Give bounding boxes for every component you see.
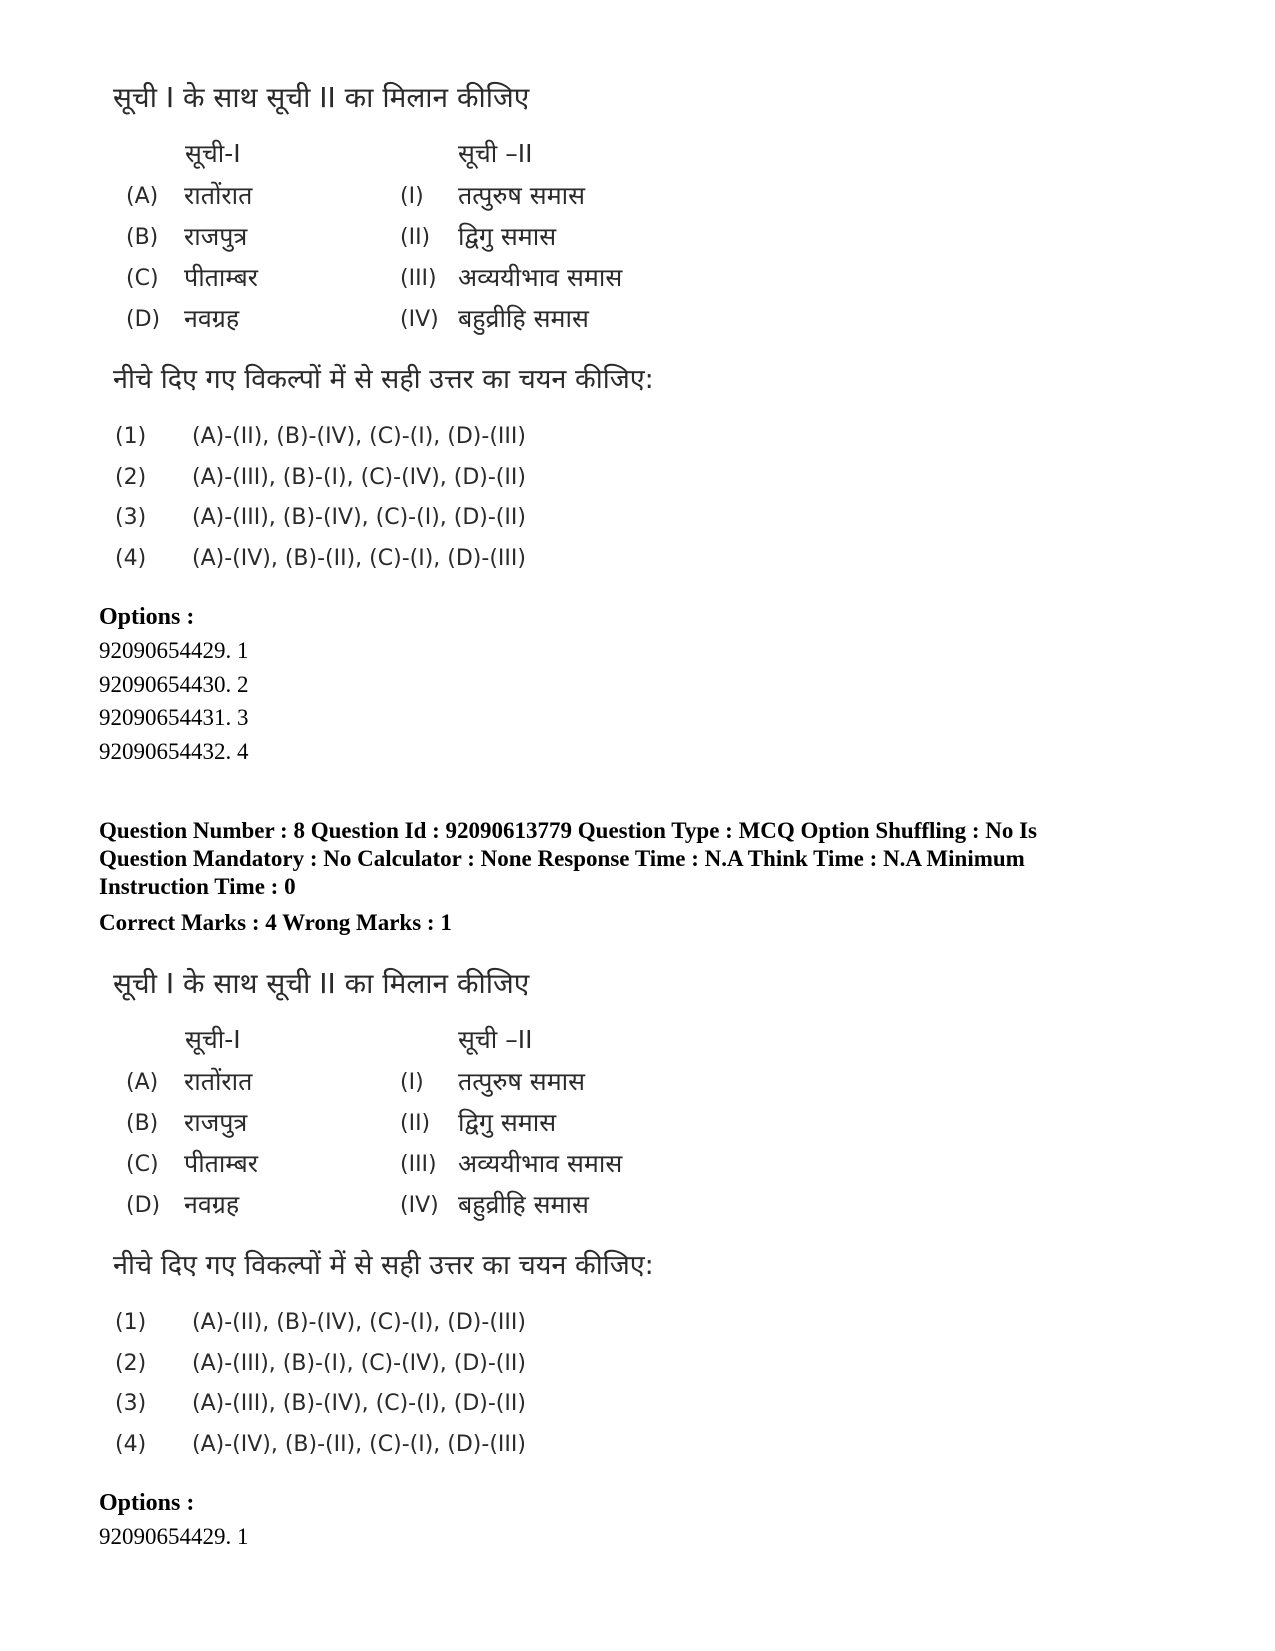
question-meta-line: Instruction Time : 0 bbox=[99, 874, 296, 899]
row-label: (C) bbox=[126, 1152, 159, 1177]
row-term: रातोंरात bbox=[184, 181, 253, 210]
choice-text: (A)-(IV), (B)-(II), (C)-(I), (D)-(III) bbox=[192, 546, 526, 571]
question-meta-line: Question Mandatory : No Calculator : None Response Time : N.A Think Time : N.A Minimum bbox=[99, 846, 1025, 871]
choice-number: (3) bbox=[115, 505, 147, 530]
choice-number: (1) bbox=[115, 1310, 147, 1335]
row-samas: बहुव्रीहि समास bbox=[458, 1190, 589, 1219]
list-2-header: सूची –II bbox=[458, 1025, 533, 1054]
option-id: 92090654430. 2 bbox=[99, 672, 249, 697]
instruction-text: नीचे दिए गए विकल्पों में से सही उत्तर का चयन कीजिए: bbox=[113, 364, 654, 395]
row-label: (D) bbox=[126, 307, 161, 332]
choice-text: (A)-(II), (B)-(IV), (C)-(I), (D)-(III) bbox=[192, 1310, 526, 1335]
row-label: (C) bbox=[126, 266, 159, 291]
match-heading: सूची I के साथ सूची II का मिलान कीजिए bbox=[113, 967, 530, 1000]
choice-text: (A)-(III), (B)-(I), (C)-(IV), (D)-(II) bbox=[192, 1351, 526, 1376]
choice-text: (A)-(III), (B)-(IV), (C)-(I), (D)-(II) bbox=[192, 505, 526, 530]
choice-number: (3) bbox=[115, 1391, 147, 1416]
row-label: (D) bbox=[126, 1193, 161, 1218]
row-samas: द्विगु समास bbox=[458, 1108, 557, 1137]
row-roman: (IV) bbox=[400, 1193, 439, 1218]
option-id: 92090654432. 4 bbox=[99, 739, 249, 764]
row-label: (B) bbox=[126, 1111, 159, 1136]
row-term: पीताम्बर bbox=[184, 263, 259, 292]
marks-line: Correct Marks : 4 Wrong Marks : 1 bbox=[99, 910, 452, 935]
row-term: राजपुत्र bbox=[184, 1108, 248, 1137]
choice-number: (4) bbox=[115, 546, 147, 571]
row-roman: (IV) bbox=[400, 307, 439, 332]
row-roman: (I) bbox=[400, 184, 424, 209]
choice-text: (A)-(III), (B)-(IV), (C)-(I), (D)-(II) bbox=[192, 1391, 526, 1416]
choice-number: (1) bbox=[115, 424, 147, 449]
row-term: नवग्रह bbox=[184, 1190, 240, 1219]
list-1-header: सूची-I bbox=[185, 139, 241, 168]
list-1-header: सूची-I bbox=[185, 1025, 241, 1054]
row-term: पीताम्बर bbox=[184, 1149, 259, 1178]
option-id: 92090654429. 1 bbox=[99, 638, 249, 663]
option-id: 92090654429. 1 bbox=[99, 1524, 249, 1549]
option-id: 92090654431. 3 bbox=[99, 705, 249, 730]
row-roman: (II) bbox=[400, 1111, 431, 1136]
row-term: राजपुत्र bbox=[184, 222, 248, 251]
row-roman: (III) bbox=[400, 266, 437, 291]
row-label: (A) bbox=[126, 1070, 159, 1095]
choice-text: (A)-(II), (B)-(IV), (C)-(I), (D)-(III) bbox=[192, 424, 526, 449]
choice-text: (A)-(IV), (B)-(II), (C)-(I), (D)-(III) bbox=[192, 1432, 526, 1457]
row-term: रातोंरात bbox=[184, 1067, 253, 1096]
choice-number: (2) bbox=[115, 1351, 147, 1376]
row-roman: (I) bbox=[400, 1070, 424, 1095]
options-label: Options : bbox=[99, 604, 195, 630]
choice-number: (2) bbox=[115, 465, 147, 490]
row-samas: अव्ययीभाव समास bbox=[458, 263, 623, 292]
row-samas: तत्पुरुष समास bbox=[458, 1067, 586, 1096]
options-label: Options : bbox=[99, 1490, 195, 1516]
choice-text: (A)-(III), (B)-(I), (C)-(IV), (D)-(II) bbox=[192, 465, 526, 490]
instruction-text: नीचे दिए गए विकल्पों में से सही उत्तर का चयन कीजिए: bbox=[113, 1250, 654, 1281]
row-label: (B) bbox=[126, 225, 159, 250]
question-meta bbox=[99, 817, 1179, 901]
row-roman: (II) bbox=[400, 225, 431, 250]
row-samas: अव्ययीभाव समास bbox=[458, 1149, 623, 1178]
list-2-header: सूची –II bbox=[458, 139, 533, 168]
row-samas: बहुव्रीहि समास bbox=[458, 304, 589, 333]
match-heading: सूची I के साथ सूची II का मिलान कीजिए bbox=[113, 81, 530, 114]
row-roman: (III) bbox=[400, 1152, 437, 1177]
row-term: नवग्रह bbox=[184, 304, 240, 333]
row-label: (A) bbox=[126, 184, 159, 209]
row-samas: तत्पुरुष समास bbox=[458, 181, 586, 210]
row-samas: द्विगु समास bbox=[458, 222, 557, 251]
question-meta-line: Question Number : 8 Question Id : 92090613779 Question Type : MCQ Option Shuffling : No Is bbox=[99, 818, 1038, 843]
choice-number: (4) bbox=[115, 1432, 147, 1457]
